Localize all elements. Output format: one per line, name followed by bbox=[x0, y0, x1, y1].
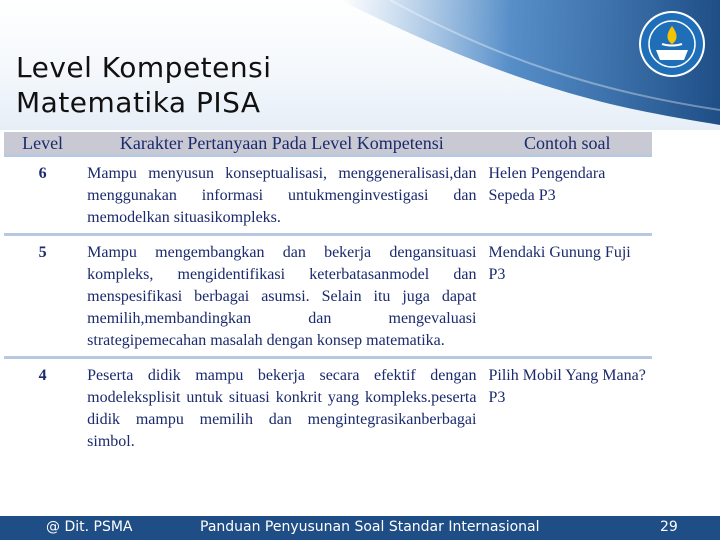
kemendikbud-logo-icon bbox=[638, 10, 706, 78]
slide-title bbox=[16, 50, 272, 120]
page-number: 29 bbox=[660, 519, 678, 535]
slide-title-line1: Level Kompetensi bbox=[16, 51, 272, 84]
footer-document-title: Panduan Penyusunan Soal Standar Internasional bbox=[200, 519, 540, 535]
competency-table bbox=[4, 132, 652, 457]
header-characteristics: Karakter Pertanyaan Pada Level Kompetensi bbox=[81, 132, 482, 156]
description-cell: Peserta didik mampu bekerja secara efektif dengan modeleksplisit untuk situasi konkrit yang kompleks.peserta didik mampu memilih dan mengintegrasikanberbagai simbol. bbox=[81, 358, 482, 458]
description-cell: Mampu menyusun konseptualisasi, menggeneralisasi,dan menggunakan informasi untukmenginvestigasi dan memodelkan situasikompleks. bbox=[81, 156, 482, 235]
table-row bbox=[4, 156, 652, 235]
footer-bar bbox=[0, 516, 720, 540]
level-cell: 5 bbox=[4, 235, 81, 358]
example-cell: Mendaki Gunung Fuji P3 bbox=[482, 235, 652, 358]
table-row bbox=[4, 358, 652, 458]
header-level: Level bbox=[4, 132, 81, 156]
table-row bbox=[4, 235, 652, 358]
level-cell: 4 bbox=[4, 358, 81, 458]
example-cell: Pilih Mobil Yang Mana? P3 bbox=[482, 358, 652, 458]
level-cell: 6 bbox=[4, 156, 81, 235]
table-header-row bbox=[4, 132, 652, 156]
footer-organization: @ Dit. PSMA bbox=[46, 519, 133, 535]
header-example: Contoh soal bbox=[482, 132, 652, 156]
description-cell: Mampu mengembangkan dan bekerja dengansituasi kompleks, mengidentifikasi keterbatasanmodel dan menspesifikasi berbagai asumsi. Selain itu juga dapat memilih,membandingkan dan mengevaluasi strategipemecahan masalah dengan konsep matematika. bbox=[81, 235, 482, 358]
example-cell: Helen Pengendara Sepeda P3 bbox=[482, 156, 652, 235]
slide-title-line2: Matematika PISA bbox=[16, 86, 261, 119]
